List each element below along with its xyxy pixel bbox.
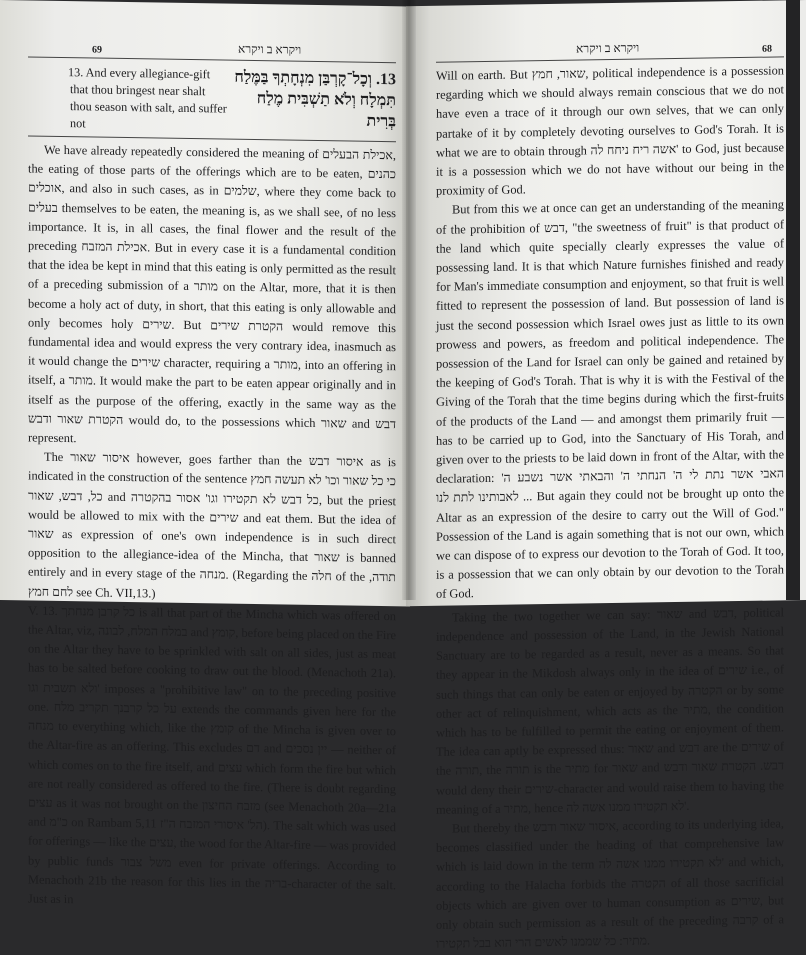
commentary-paragraph: Will on earth. But שאור, חמץ, political independence is a possession regarding which we should always remain conscious that we do not have even a trace of it through our own selves, that we can only partake of it by completely devoting ourselves to God's Torah. It is what we are to obtain through אשה ריח ניחח לה' to God, just because it is a possession which we do not have without our being in the proximity of God. [436, 63, 785, 199]
right-page-header [436, 36, 784, 57]
left-header-rule [28, 56, 396, 63]
left-page [0, 0, 410, 907]
right-page [406, 0, 806, 951]
verse-hebrew-line-2: תִּמְלָח וְלֹא תַשְׁבִּית מֶלַח בְּרִית [256, 90, 396, 131]
commentary-paragraph: The איסור שאור however, goes farther than the איסור דבש as is indicated in the construction of the sentence כי כל שאור וכו' לא תעשה חמץ כל, דבש, שאור and כל דבש לא תקטירו וגו' אסור בהקטרה, but the priest would be allowed to mix with the שירים and eat them. But the idea of שאור as expression of one's own independence is in such direct opposition to the allegiance-idea of the Mincha, that שאור is banned entirely and in every stage of the מנחה. (Regarding the חלה of the תודה, לחם חמץ see Ch. VII,13.) [28, 449, 396, 601]
right-running-head: ויקרא ב ויקרא [576, 40, 640, 56]
verse-english: 13. And every allegiance-gift that thou bringest near shalt thou season with salt, and suffer not [68, 65, 227, 131]
commentary-paragraph: Taking the two together we can say: שאור and דבש, political independence and possession of the Land, in the Jewish National Sanctuary are to be regarded as a result, never as a means. So that they appear in the Mikdosh always only in the idea of שירים i.e., of such things that can only be eaten or enjoyed by הקטרה or by some other act of relinquishment, which acts as the מתיר, the condition which has to be fulfilled to permit the eating or enjoyment of them. The idea can aptly be expressed thus: שאור and דבש are the שירים of the תורה, the תורה is the מתיר for שאור and דבש. הקטרת שאור ודבש would deny their שירים-character and would raise them to having the meaning of a מתיר, hence לא תקטירו ממנו אשה לה'. [436, 605, 785, 817]
right-page-number: 68 [762, 43, 772, 55]
left-running-head: ויקרא ב ויקרא [238, 41, 302, 57]
commentary-paragraph: V. 13. כל קרבן מנחתך is all that part of the Mincha which was offered on the Altar, viz, במלח המלח, לבונה and קומץ, before being placed on the Fire on the Altar they have to be sprinkled with salt on all sides, just as meat has to be salted before cooking to draw out the blood. (Menachoth 21a). ולא תשבית וגו' imposes a "prohibitive law" on to the preceding positive one. על כל קרבנך תקריב מלח extends the commands given here for the מנחה to everything which, like the קומץ of the Mincha is given over to the Altar-fire as an offering. This excludes דם and יין נסכים — neither of which comes on to the fire itself, and עצים which form the fire but which are not really considered as offered to the fire. (There is doubt regarding עצים as it was not brought on the מזבח החיצון (see Menachoth 20a—21a and כ"מ on Rambam הל' איסורי המזבח ה"ז 5,11). The salt which was used for offerings — like the עצים, the wood for the Altar-fire — was provided by public funds משל צבור even for private offerings. According to Menachoth 21b the reason for this lies in the בריה-character of the salt. Just as in [28, 603, 397, 907]
left-page-number: 69 [92, 44, 102, 56]
commentary-paragraph: We have already repeatedly considered the meaning of אכילת הבעלים, the eating of those parts of the offerings which are to be eaten, כהנים אוכלים, and also in such cases, as in שלמים, where they come back to בעלים themselves to be eaten, the meaning is, as we shall see, of no less importance. It is, in all cases, the final flower and the result of the preceding אכילת המזבח. But in every case it is a fundamental condition that the idea be kept in mind that this eating is only permitted as the result of a preceding submission of a מותר on the Altar, more, that it is then become a holy act of duty, in short, that this eating is only allowable and only becomes holy שירים. But הקטרת שירים would remove this fundamental idea and would express the very contrary idea, inasmuch as it would change the שירים character, requiring a מותר, into an offering in itself, a מותר. It would make the part to be eaten appear originally and in itself as the purpose of the offering, exactly in the same way as the הקטרת שאור ודבש would do, to the possessions which שאור and דבש represent. [28, 142, 396, 446]
left-page-header [28, 36, 396, 58]
verse-hebrew-line-1: 13. וְכָל־קָרְבַּן מִנְחָתְךָ בַּמֶּלַח [234, 68, 396, 89]
book-cover-edge [786, 0, 800, 600]
commentary-paragraph: But thereby the איסור שאור ודבש, according to its underlying idea, becomes classified under the heading of that comprehensive law which is laid down in the term לא תקטירו ממנו אשה לה' and which, according to the Halacha forbids the הקטרה of all those sacrificial objects which are given over to human consumption as שירים, but only obtain such permission as a result of the preceding קרבה of a מתיר: כל שממנו לאשים הרי הוא בבל תקטירו. [436, 816, 784, 951]
verse-block [70, 64, 396, 137]
verse-hebrew [228, 67, 396, 133]
commentary-paragraph: But from this we at once can get an understanding of the meaning of the prohibition of דבש, "the sweetness of fruit" is that product of the land which quite specially clearly expresses the value of possessing land. It is that which Nature furnishes finished and ready for Man's immediate consumption and enjoyment, so that fruit is well fitted to represent the possession of land. But possession of land is just the second possession which Israel owes just as little to its own prowess and powers, as freedom and political independence. The possession of the Land for Israel can only be gained and retained by the keeping of God's Torah. That is why it is with the Festival of the Giving of the Torah that the time begins during which the first-fruits of the products of the Land — and amongst them primarily fruit — has to be carried up to God, into the Sanctuary of His Torah, and given over to the priests to be laid down in front of the Altar, with the declaration: האבי אשר נתת לי ה' הנחתי ה' והבאתי אשר נשבע ה' לאבותינו לתת לנו ... But again they could not be brought up onto the Altar as an expression of the desire to carry out the Will of God." Possession of the Land is again something that is not our own, which we can dispose of to express our devotion to the Torah of God. It too, is a possession that we can only obtain by our devotion to the Torah of God. [436, 197, 784, 602]
book-gutter [402, 0, 416, 600]
